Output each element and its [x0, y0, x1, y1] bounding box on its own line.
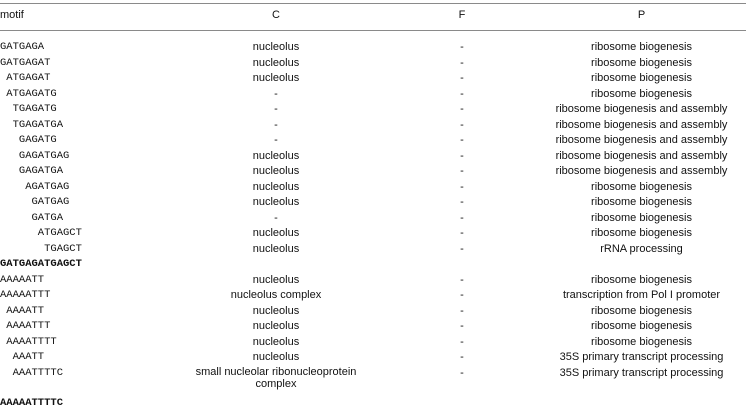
- component-cell: nucleolus: [252, 72, 300, 84]
- component-cell: [176, 257, 376, 272]
- motif-cell: AGATGAG: [0, 180, 70, 193]
- process-cell: ribosome biogenesis: [591, 335, 692, 348]
- component-cell: -: [274, 87, 278, 100]
- table-row: [0, 226, 746, 241]
- process-cell: ribosome biogenesis: [591, 87, 692, 100]
- table-row: [0, 149, 746, 164]
- motif-cell: GAGATGAG: [0, 149, 70, 162]
- table-header-row: [0, 8, 746, 23]
- process-cell: ribosome biogenesis: [591, 72, 692, 84]
- process-cell: ribosome biogenesis and assembly: [555, 118, 728, 131]
- function-cell: -: [460, 320, 464, 332]
- table-row: [0, 71, 746, 86]
- table-row: [0, 40, 746, 55]
- function-cell: -: [460, 227, 464, 239]
- function-cell: -: [460, 180, 464, 193]
- component-cell: nucleolus: [252, 56, 300, 69]
- process-cell: ribosome biogenesis: [591, 196, 692, 208]
- motif-cell: GATGA: [0, 211, 64, 224]
- table-row: [0, 211, 746, 226]
- component-cell: small nucleolar ribonucleoprotein complex: [195, 365, 357, 390]
- table-row: [0, 396, 746, 411]
- process-cell: ribosome biogenesis: [591, 56, 692, 69]
- function-cell: -: [460, 351, 464, 363]
- function-cell: -: [460, 211, 464, 224]
- function-cell: [420, 257, 504, 272]
- component-cell: nucleolus: [252, 227, 300, 239]
- header-p: P: [637, 9, 646, 21]
- table-row: [0, 102, 746, 117]
- process-cell: ribosome biogenesis: [591, 227, 692, 239]
- process-cell: [539, 257, 744, 272]
- motif-cell: TGAGCT: [0, 242, 82, 255]
- motif-cell: ATGAGAT: [0, 72, 51, 84]
- process-cell: ribosome biogenesis: [591, 211, 692, 224]
- process-cell: 35S primary transcript processing: [559, 351, 724, 363]
- table-row: [0, 350, 746, 365]
- process-cell: ribosome biogenesis and assembly: [555, 134, 728, 146]
- component-cell: nucleolus: [252, 196, 300, 208]
- table-row: [0, 164, 746, 179]
- motif-cell: ATGAGCT: [0, 227, 82, 239]
- table-row: [0, 56, 746, 71]
- motif-cell: GATGAG: [0, 196, 70, 208]
- component-cell: nucleolus: [252, 41, 300, 53]
- function-cell: -: [460, 165, 464, 177]
- motif-cell: AAAATTT: [0, 320, 51, 332]
- motif-cell: GAGATG: [0, 134, 57, 146]
- component-cell: [176, 396, 376, 411]
- function-cell: -: [460, 304, 464, 317]
- motif-cell: ATGAGATG: [0, 87, 57, 100]
- function-cell: -: [460, 118, 464, 131]
- process-cell: ribosome biogenesis: [591, 320, 692, 332]
- function-cell: -: [460, 149, 464, 162]
- process-cell: ribosome biogenesis and assembly: [555, 149, 728, 162]
- function-cell: -: [460, 56, 464, 69]
- process-cell: ribosome biogenesis and assembly: [555, 165, 728, 177]
- process-cell: rRNA processing: [600, 242, 683, 255]
- table-row: [0, 257, 746, 272]
- motif-cell: AAAAATTTTC: [0, 397, 64, 409]
- component-cell: -: [274, 103, 278, 115]
- header-motif: motif: [0, 9, 24, 21]
- process-cell: 35S primary transcript processing: [559, 366, 724, 379]
- component-cell: nucleolus: [252, 165, 300, 177]
- function-cell: -: [460, 289, 464, 301]
- table-row: [0, 180, 746, 195]
- component-cell: nucleolus: [252, 149, 300, 162]
- motif-cell: GAGATGA: [0, 165, 64, 177]
- motif-cell: TGAGATG: [0, 103, 57, 115]
- component-cell: -: [274, 118, 278, 131]
- component-cell: -: [274, 134, 278, 146]
- table-header-rule: [0, 30, 746, 31]
- header-c: C: [272, 9, 280, 21]
- function-cell: -: [460, 196, 464, 208]
- table-row: [0, 195, 746, 210]
- table-row: [0, 288, 746, 303]
- motif-cell: AAATTTTC: [0, 366, 64, 379]
- table-row: [0, 87, 746, 102]
- table-row: [0, 118, 746, 133]
- motif-cell: GATGAGA: [0, 41, 45, 53]
- component-cell: -: [274, 211, 278, 224]
- table-row: [0, 273, 746, 288]
- process-cell: ribosome biogenesis: [591, 180, 692, 193]
- component-cell: nucleolus: [252, 180, 300, 193]
- table-row: [0, 133, 746, 148]
- process-cell: ribosome biogenesis: [591, 41, 692, 53]
- function-cell: -: [460, 87, 464, 100]
- function-cell: -: [460, 335, 464, 348]
- function-cell: -: [460, 273, 464, 286]
- function-cell: -: [460, 134, 464, 146]
- motif-cell: GATGAGATGAGCT: [0, 258, 82, 270]
- process-cell: transcription from Pol I promoter: [562, 289, 721, 301]
- process-cell: ribosome biogenesis: [591, 273, 692, 286]
- table-row: [0, 242, 746, 257]
- component-cell: nucleolus: [252, 335, 300, 348]
- table-row: [0, 304, 746, 319]
- function-cell: [420, 396, 504, 411]
- component-cell: nucleolus complex: [230, 289, 322, 301]
- table-row: [0, 319, 746, 334]
- motif-cell: AAAATT: [0, 304, 45, 317]
- function-cell: -: [460, 103, 464, 115]
- motif-cell: GATGAGAT: [0, 56, 51, 69]
- process-cell: ribosome biogenesis: [591, 304, 692, 317]
- motif-cell: AAAAATTT: [0, 289, 51, 301]
- function-cell: -: [460, 41, 464, 53]
- motif-cell: TGAGATGA: [0, 118, 64, 131]
- table-row: [0, 335, 746, 350]
- motif-cell: AAAAATT: [0, 273, 45, 286]
- component-cell: nucleolus: [252, 304, 300, 317]
- function-cell: -: [460, 366, 464, 379]
- component-cell: nucleolus: [252, 320, 300, 332]
- process-cell: [539, 396, 744, 411]
- function-cell: -: [460, 242, 464, 255]
- component-cell: nucleolus: [252, 351, 300, 363]
- table-top-rule: [0, 3, 746, 4]
- component-cell: nucleolus: [252, 273, 300, 286]
- function-cell: -: [460, 72, 464, 84]
- header-f: F: [458, 9, 466, 21]
- process-cell: ribosome biogenesis and assembly: [555, 103, 728, 115]
- component-cell: nucleolus: [252, 242, 300, 255]
- motif-cell: AAAATTTT: [0, 335, 57, 348]
- motif-cell: AAATT: [0, 351, 45, 363]
- table-row: [0, 365, 746, 390]
